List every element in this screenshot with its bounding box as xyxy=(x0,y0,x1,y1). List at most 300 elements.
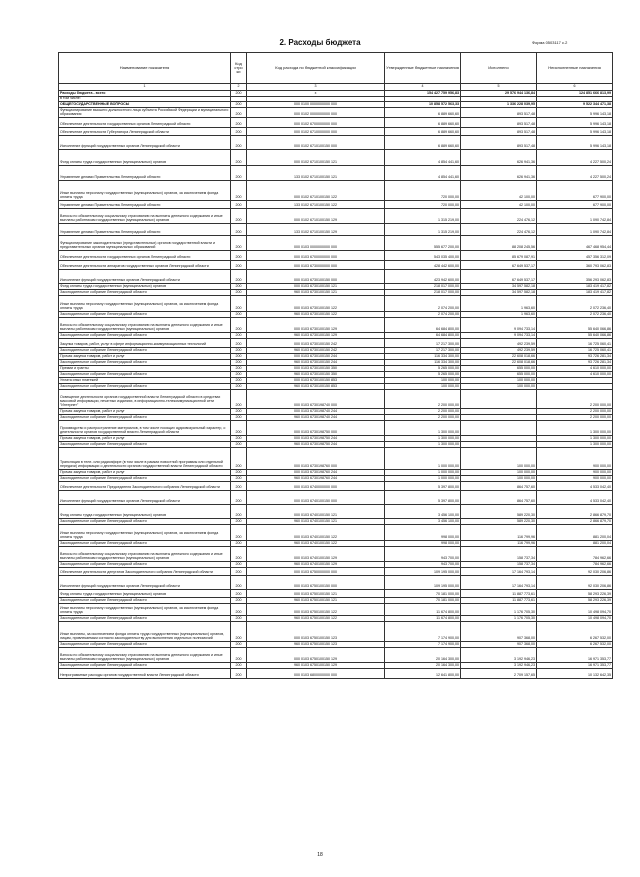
table-row xyxy=(59,476,613,482)
table-row xyxy=(59,290,613,296)
row-executed: 2 709 157,65 xyxy=(461,669,537,679)
header-line-code: Код стро ки xyxy=(231,53,247,84)
row-name: Исполнение функций государственных органов Ленинградской области xyxy=(59,491,231,505)
row-unexecuted: 467 468 954,44 xyxy=(537,236,613,251)
row-line-code: 200 xyxy=(231,366,247,372)
row-classification-code: 000 0103 6750100150 000 xyxy=(247,576,385,590)
row-approved: 5 265 000,00 xyxy=(385,372,461,378)
row-executed: 492 239,59 xyxy=(461,339,537,348)
header-approved: Утвержденные бюджетные назначения xyxy=(385,53,461,84)
row-name: Законодательное собрание Ленинградской области xyxy=(59,333,231,339)
row-classification-code: 960 0103 6730100150 244 xyxy=(247,360,385,366)
row-line-code: 200 xyxy=(231,491,247,505)
row-classification-code: 133 0102 6710100150 129 xyxy=(247,224,385,236)
row-classification-code: 960 0103 6730198750 244 xyxy=(247,442,385,448)
row-classification-code: 000 0103 6730100150 244 xyxy=(247,354,385,360)
row-line-code: 200 xyxy=(231,622,247,642)
row-classification-code: 000 0102 6710100150 000 xyxy=(247,136,385,150)
header-unexecuted: Неисполненные назначения xyxy=(537,53,613,84)
table-row xyxy=(59,136,613,150)
table-row xyxy=(59,236,613,251)
row-approved: 1 000 000,00 xyxy=(385,476,461,482)
row-name: Функционирование законодательных (представительных) органов государственной власти и представительных органов муниципальных образований xyxy=(59,236,231,251)
row-classification-code: 000 0103 6730198750 000 xyxy=(247,421,385,436)
row-executed xyxy=(461,390,537,409)
row-classification-code: 000 0103 6730198750 244 xyxy=(247,436,385,442)
row-classification-code: 000 0103 6730000000 000 xyxy=(247,261,385,270)
row-line-code: 200 xyxy=(231,201,247,209)
table-row xyxy=(59,576,613,590)
row-approved: 154 427 759 956,83 xyxy=(385,91,461,97)
row-unexecuted: 10 498 094,70 xyxy=(537,604,613,616)
row-classification-code: 000 0102 6700000000 000 xyxy=(247,118,385,128)
row-name: Управление делами Правительства Ленинградской области xyxy=(59,201,231,209)
row-name: Исполнение функций государственных органов Ленинградской области xyxy=(59,576,231,590)
table-row xyxy=(59,270,613,284)
row-executed: 224 476,12 xyxy=(461,224,537,236)
row-unexecuted: 16 725 060,41 xyxy=(537,339,613,348)
row-executed: 116 799,96 xyxy=(461,525,537,541)
row-classification-code: 960 0103 6730100150 122 xyxy=(247,312,385,318)
row-classification-code: 000 0103 6730198740 000 xyxy=(247,390,385,409)
row-unexecuted: 92 030 206,86 xyxy=(537,568,613,576)
row-unexecuted: 784 962,66 xyxy=(537,562,613,568)
row-name: Обеспечение деятельности Губернатора Ленинградской области xyxy=(59,128,231,136)
row-approved: 116 334 300,00 xyxy=(385,360,461,366)
row-approved: 943 700,00 xyxy=(385,547,461,562)
row-executed: 907 368,00 xyxy=(461,622,537,642)
row-approved: 2 200 000,00 xyxy=(385,390,461,409)
row-executed: 907 368,00 xyxy=(461,642,537,648)
row-approved: 7 174 900,00 xyxy=(385,642,461,648)
row-approved: 1 315 219,00 xyxy=(385,209,461,224)
row-approved: 4 854 441,60 xyxy=(385,150,461,166)
row-name: Взносы по обязательному социальному страхованию на выплаты денежного содержания и иные выплаты работникам государственных (муниципальных) органов xyxy=(59,547,231,562)
row-approved: 2 074 200,00 xyxy=(385,312,461,318)
row-approved: 100 000,00 xyxy=(385,378,461,384)
row-line-code: 200 xyxy=(231,568,247,576)
row-classification-code: 000 0102 6710000000 000 xyxy=(247,128,385,136)
row-unexecuted: 2 866 879,70 xyxy=(537,519,613,525)
row-approved: 109 195 000,00 xyxy=(385,568,461,576)
row-executed: 158 737,34 xyxy=(461,562,537,568)
row-line-code: 200 xyxy=(231,598,247,604)
row-classification-code: 133 0102 6710100150 121 xyxy=(247,166,385,181)
row-name: ОБЩЕГОСУДАРСТВЕННЫЕ ВОПРОСЫ xyxy=(59,102,231,108)
table-row xyxy=(59,505,613,519)
row-classification-code: 000 0103 6750100150 121 xyxy=(247,590,385,598)
row-unexecuted: 881 200,04 xyxy=(537,525,613,541)
row-name: Обеспечение деятельности аппаратов государственных органов Ленинградской области xyxy=(59,261,231,270)
table-row xyxy=(59,108,613,118)
row-name: Непрограммные расходы органов государственной власти Ленинградской области xyxy=(59,669,231,679)
table-row xyxy=(59,360,613,366)
row-approved: 6 889 660,60 xyxy=(385,118,461,128)
header-indicator-name: Наименование показателя xyxy=(59,53,231,84)
row-name: Премии и гранты xyxy=(59,366,231,372)
row-line-code: 200 xyxy=(231,261,247,270)
row-approved: 70 181 000,00 xyxy=(385,598,461,604)
row-classification-code: 000 0103 6730100150 121 xyxy=(247,284,385,290)
row-executed: 67 649 537,17 xyxy=(461,270,537,284)
row-line-code: 200 xyxy=(231,236,247,251)
row-line-code: 200 xyxy=(231,339,247,348)
row-approved: 998 000,00 xyxy=(385,541,461,547)
row-approved: 1 000 000,00 xyxy=(385,448,461,470)
row-executed: 893 517,48 xyxy=(461,118,537,128)
row-classification-code: 000 0103 6730198740 244 xyxy=(247,409,385,415)
row-classification-code: 000 0103 6730100150 000 xyxy=(247,270,385,284)
row-classification-code: 960 0103 6730100150 350 xyxy=(247,372,385,378)
row-line-code: 200 xyxy=(231,421,247,436)
row-approved: 543 035 400,00 xyxy=(385,251,461,261)
row-line-code: 200 xyxy=(231,590,247,598)
row-unexecuted: 9 522 344 471,38 xyxy=(537,102,613,108)
row-name: Законодательное собрание Ленинградской области xyxy=(59,348,231,354)
row-classification-code: 960 0103 6750100150 129 xyxy=(247,663,385,669)
table-row xyxy=(59,525,613,541)
table-row xyxy=(59,648,613,663)
row-name: в том числе: xyxy=(59,97,231,102)
row-classification-code: 000 0103 6740000000 000 xyxy=(247,482,385,491)
row-approved: 64 684 800,00 xyxy=(385,333,461,339)
table-row xyxy=(59,284,613,290)
row-classification-code: 000 0103 6750000000 000 xyxy=(247,568,385,576)
row-classification-code: 000 0103 6740100150 121 xyxy=(247,505,385,519)
row-executed: 864 757,60 xyxy=(461,482,537,491)
row-line-code: 200 xyxy=(231,290,247,296)
row-approved: 11 674 800,00 xyxy=(385,604,461,616)
row-executed: 34 597 582,18 xyxy=(461,284,537,290)
row-executed: 17 164 793,14 xyxy=(461,576,537,590)
row-classification-code: 000 0103 6740100150 129 xyxy=(247,547,385,562)
row-classification-code: 000 0103 6750100150 123 xyxy=(247,622,385,642)
row-approved: 1 315 219,00 xyxy=(385,224,461,236)
row-line-code: 200 xyxy=(231,448,247,470)
row-executed: 1 963,60 xyxy=(461,312,537,318)
row-name: Исполнение функций государственных органов Ленинградской области xyxy=(59,270,231,284)
row-name: Взносы по обязательному социальному страхованию на выплаты денежного содержания и иные выплаты работникам государственных (муниципальных) органов xyxy=(59,318,231,333)
row-line-code: 200 xyxy=(231,525,247,541)
row-executed: 11 887 773,61 xyxy=(461,590,537,598)
table-row xyxy=(59,663,613,669)
table-row xyxy=(59,296,613,312)
table-row xyxy=(59,598,613,604)
row-executed: 655 000,00 xyxy=(461,366,537,372)
row-approved: 10 858 572 563,33 xyxy=(385,102,461,108)
row-unexecuted: 4 227 500,24 xyxy=(537,166,613,181)
row-approved: 11 674 800,00 xyxy=(385,616,461,622)
row-line-code: 200 xyxy=(231,360,247,366)
row-name: Законодательное собрание Ленинградской области xyxy=(59,372,231,378)
row-executed: 22 608 018,66 xyxy=(461,354,537,360)
row-approved: 1 300 000,00 xyxy=(385,436,461,442)
row-name: Производство и распространение материалов, в том числе носящих аудиовизуальный характер, о деятельности органов государственной власти Ленинградской области xyxy=(59,421,231,436)
row-name: Уплата иных платежей xyxy=(59,378,231,384)
row-executed: 34 597 582,18 xyxy=(461,290,537,296)
row-executed xyxy=(461,421,537,436)
table-row xyxy=(59,118,613,128)
expenditure-table xyxy=(58,52,613,679)
row-approved: 943 700,00 xyxy=(385,562,461,568)
row-executed: 626 941,36 xyxy=(461,166,537,181)
row-approved: 2 200 000,00 xyxy=(385,409,461,415)
row-unexecuted: 2 200 000,00 xyxy=(537,415,613,421)
row-approved: 1 300 000,00 xyxy=(385,442,461,448)
row-name: Функционирование высшего должностного лица субъекта Российской Федерации и муниципального образования xyxy=(59,108,231,118)
row-executed: 655 000,00 xyxy=(461,372,537,378)
row-name: Законодательное собрание Ленинградской области xyxy=(59,384,231,390)
table-row xyxy=(59,616,613,622)
row-approved: 218 017 000,00 xyxy=(385,284,461,290)
row-approved: 720 000,00 xyxy=(385,181,461,201)
row-line-code: 200 xyxy=(231,470,247,476)
table-row xyxy=(59,181,613,201)
row-approved: 116 334 300,00 xyxy=(385,354,461,360)
row-unexecuted: 4 610 000,00 xyxy=(537,366,613,372)
row-classification-code: 000 0103 6730100150 350 xyxy=(247,366,385,372)
row-executed: 1 336 228 039,95 xyxy=(461,102,537,108)
row-executed: 85 679 087,91 xyxy=(461,251,537,261)
row-line-code: 200 xyxy=(231,604,247,616)
row-classification-code: 960 0103 6740100150 122 xyxy=(247,541,385,547)
row-classification-code: 000 0103 6730198760 000 xyxy=(247,448,385,470)
row-unexecuted: 784 962,66 xyxy=(537,547,613,562)
row-line-code: 200 xyxy=(231,209,247,224)
row-classification-code: 960 0103 6740100150 121 xyxy=(247,519,385,525)
row-name: Трансляция в теле- или радиоэфире (в том числе в рамках новостной программы или отдельной передачи) информации о деятельности органов государственной власти Ленинградской области xyxy=(59,448,231,470)
row-classification-code: 000 0102 6710100150 122 xyxy=(247,181,385,201)
row-unexecuted: 900 000,00 xyxy=(537,476,613,482)
row-executed: 100 000,00 xyxy=(461,470,537,476)
row-unexecuted: 4 610 000,00 xyxy=(537,372,613,378)
row-executed: 589 220,30 xyxy=(461,519,537,525)
table-row xyxy=(59,333,613,339)
table-row xyxy=(59,421,613,436)
row-approved: 6 889 660,60 xyxy=(385,128,461,136)
row-classification-code: 960 0103 6730100150 121 xyxy=(247,290,385,296)
row-line-code: 200 xyxy=(231,348,247,354)
row-classification-code: 960 0103 6730100150 853 xyxy=(247,384,385,390)
table-row xyxy=(59,201,613,209)
row-unexecuted: 1 300 000,00 xyxy=(537,442,613,448)
row-classification-code: 000 0103 6740100150 000 xyxy=(247,491,385,505)
table-row xyxy=(59,318,613,333)
table-row xyxy=(59,590,613,598)
row-unexecuted: 677 900,00 xyxy=(537,181,613,201)
row-executed: 116 799,96 xyxy=(461,541,537,547)
row-executed: 3 192 946,23 xyxy=(461,648,537,663)
row-unexecuted: 16 971 353,77 xyxy=(537,663,613,669)
row-unexecuted: 4 533 042,40 xyxy=(537,482,613,491)
table-row xyxy=(59,348,613,354)
row-line-code: 200 xyxy=(231,476,247,482)
row-name: Обеспечение деятельности Председателя Законодательного собрания Ленинградской области xyxy=(59,482,231,491)
row-classification-code: x xyxy=(247,91,385,97)
row-unexecuted: 16 725 060,41 xyxy=(537,348,613,354)
row-unexecuted: 457 356 312,09 xyxy=(537,251,613,261)
row-executed: 42 100,00 xyxy=(461,201,537,209)
row-line-code: 200 xyxy=(231,541,247,547)
row-name: Обеспечение деятельности государственных органов Ленинградской области xyxy=(59,118,231,128)
column-number: 3 xyxy=(247,84,385,91)
row-approved: 2 200 000,00 xyxy=(385,415,461,421)
row-line-code: 200 xyxy=(231,284,247,290)
row-classification-code: 960 0103 6730198760 244 xyxy=(247,476,385,482)
row-line-code: 200 xyxy=(231,576,247,590)
row-line-code: 200 xyxy=(231,442,247,448)
row-executed: 9 094 733,14 xyxy=(461,333,537,339)
row-classification-code: 133 0102 6710100150 122 xyxy=(247,201,385,209)
row-executed: 589 220,30 xyxy=(461,505,537,519)
row-name: Прочая закупка товаров, работ и услуг xyxy=(59,436,231,442)
row-line-code: 200 xyxy=(231,547,247,562)
table-row xyxy=(59,384,613,390)
row-unexecuted: 677 900,00 xyxy=(537,201,613,209)
row-classification-code: 000 0103 6800000000 000 xyxy=(247,669,385,679)
row-classification-code: 960 0103 6730100150 129 xyxy=(247,333,385,339)
row-unexecuted: 1 090 742,84 xyxy=(537,224,613,236)
row-name: Законодательное собрание Ленинградской области xyxy=(59,290,231,296)
row-name: Расходы бюджета - всего xyxy=(59,91,231,97)
section-title: 2. Расходы бюджета xyxy=(279,38,361,47)
row-name: Законодательное собрание Ленинградской области xyxy=(59,663,231,669)
row-approved: 64 684 800,00 xyxy=(385,318,461,333)
row-line-code: 200 xyxy=(231,642,247,648)
row-unexecuted: 5 996 143,18 xyxy=(537,136,613,150)
row-unexecuted: 2 200 000,00 xyxy=(537,390,613,409)
table-row xyxy=(59,339,613,348)
row-classification-code: 000 0102 6710100150 129 xyxy=(247,209,385,224)
row-line-code: 200 xyxy=(231,372,247,378)
row-name: Иные выплаты персоналу государственных (муниципальных) органов, за исключением фонда оплаты труда xyxy=(59,296,231,312)
row-approved: 3 456 100,00 xyxy=(385,505,461,519)
row-line-code: 200 xyxy=(231,390,247,409)
row-executed: 224 476,12 xyxy=(461,209,537,224)
row-executed: 626 941,36 xyxy=(461,150,537,166)
row-unexecuted: 2 072 236,40 xyxy=(537,312,613,318)
row-name: Законодательное собрание Ленинградской области xyxy=(59,442,231,448)
row-classification-code: 960 0103 6750100150 122 xyxy=(247,616,385,622)
row-unexecuted: 124 851 666 813,99 xyxy=(537,91,613,97)
row-name: Иные выплаты персоналу государственных (муниципальных) органов, за исключением фонда оплаты труда xyxy=(59,604,231,616)
table-row xyxy=(59,562,613,568)
row-executed: 22 608 018,66 xyxy=(461,360,537,366)
table-row xyxy=(59,261,613,270)
row-name: Законодательное собрание Ленинградской области xyxy=(59,562,231,568)
table-row xyxy=(59,224,613,236)
row-classification-code: 960 0103 6730198740 244 xyxy=(247,415,385,421)
row-name: Фонд оплаты труда государственных (муниципальных) органов xyxy=(59,505,231,519)
row-classification-code: 000 0103 6740100150 122 xyxy=(247,525,385,541)
row-name: Взносы по обязательному социальному страхованию на выплаты денежного содержания и иные выплаты работникам государственных (муниципальных) органов xyxy=(59,209,231,224)
row-name: Обеспечение деятельности государственных органов Ленинградской области xyxy=(59,251,231,261)
row-classification-code: 960 0103 6750100150 123 xyxy=(247,642,385,648)
row-approved: 20 164 300,00 xyxy=(385,648,461,663)
row-executed: 100 000,00 xyxy=(461,378,537,384)
row-line-code: 200 xyxy=(231,505,247,519)
row-classification-code: 000 0103 6750100150 129 xyxy=(247,648,385,663)
row-name: Освещение деятельности органов государственной власти Ленинградской области в средствах массовой информации, печатных изданиях, в информационно-телекоммуникационной сети "Интернет" xyxy=(59,390,231,409)
row-unexecuted: 2 200 000,00 xyxy=(537,409,613,415)
form-code: Форма 0503117 с.2 xyxy=(532,40,568,45)
row-executed: 158 737,34 xyxy=(461,547,537,562)
row-unexecuted: 2 072 236,40 xyxy=(537,296,613,312)
row-executed: 42 100,00 xyxy=(461,181,537,201)
header-executed: Исполнено xyxy=(461,53,537,84)
row-executed: 1 176 705,30 xyxy=(461,604,537,616)
row-unexecuted: 356 293 062,83 xyxy=(537,270,613,284)
page-number: 18 xyxy=(317,852,323,858)
row-executed: 29 576 944 136,84 xyxy=(461,91,537,97)
row-unexecuted: 4 227 500,24 xyxy=(537,150,613,166)
row-executed: 864 757,60 xyxy=(461,491,537,505)
row-name: Иные выплаты персоналу государственных (муниципальных) органов, за исключением фонда оплаты труда xyxy=(59,525,231,541)
row-approved: 20 164 300,00 xyxy=(385,663,461,669)
row-line-code: 200 xyxy=(231,251,247,261)
row-unexecuted: 55 640 066,86 xyxy=(537,333,613,339)
row-approved: 1 300 000,00 xyxy=(385,421,461,436)
row-line-code: 200 xyxy=(231,150,247,166)
row-classification-code: 000 0103 6750100150 122 xyxy=(247,604,385,616)
row-line-code: 200 xyxy=(231,318,247,333)
row-line-code: 200 xyxy=(231,312,247,318)
row-name: Законодательное собрание Ленинградской области xyxy=(59,415,231,421)
table-row xyxy=(59,251,613,261)
table-row xyxy=(59,491,613,505)
row-executed: 88 208 245,56 xyxy=(461,236,537,251)
row-approved: 428 442 600,00 xyxy=(385,261,461,270)
row-name: Фонд оплаты труда государственных (муниципальных) органов xyxy=(59,590,231,598)
row-approved: 4 854 441,60 xyxy=(385,166,461,181)
table-row xyxy=(59,482,613,491)
row-classification-code: 960 0103 6740100150 129 xyxy=(247,562,385,568)
table-row xyxy=(59,312,613,318)
row-line-code: 200 xyxy=(231,296,247,312)
row-line-code: 200 xyxy=(231,108,247,118)
row-line-code: 200 xyxy=(231,436,247,442)
row-approved: 7 174 900,00 xyxy=(385,622,461,642)
table-row xyxy=(59,150,613,166)
row-executed: 100 000,00 xyxy=(461,476,537,482)
row-executed: 11 887 773,61 xyxy=(461,598,537,604)
row-classification-code: 960 0103 6730100150 242 xyxy=(247,348,385,354)
table-row xyxy=(59,448,613,470)
row-classification-code: 000 0103 6730100150 853 xyxy=(247,378,385,384)
row-executed: 893 517,48 xyxy=(461,108,537,118)
row-unexecuted: 58 293 226,39 xyxy=(537,598,613,604)
row-unexecuted: 881 200,04 xyxy=(537,541,613,547)
row-executed: 100 000,00 xyxy=(461,384,537,390)
row-approved: 3 456 100,00 xyxy=(385,519,461,525)
row-unexecuted: 92 030 206,86 xyxy=(537,576,613,590)
row-line-code: 200 xyxy=(231,333,247,339)
row-line-code: 200 xyxy=(231,91,247,97)
row-unexecuted: 6 267 532,00 xyxy=(537,622,613,642)
row-line-code: 200 xyxy=(231,663,247,669)
row-line-code: 200 xyxy=(231,648,247,663)
row-executed: 67 649 537,17 xyxy=(461,261,537,270)
row-unexecuted: 360 793 062,83 xyxy=(537,261,613,270)
row-name: Законодательное собрание Ленинградской области xyxy=(59,360,231,366)
row-executed: 3 192 946,23 xyxy=(461,663,537,669)
row-name: Иные выплаты персоналу государственных (муниципальных) органов, за исключением фонда оплаты труда xyxy=(59,181,231,201)
row-executed: 17 164 793,14 xyxy=(461,568,537,576)
row-line-code: 200 xyxy=(231,415,247,421)
row-name: Закупка товаров, работ, услуг в сфере информационно-коммуникационных технологий xyxy=(59,339,231,348)
table-row xyxy=(59,519,613,525)
row-name: Исполнение функций государственных органов Ленинградской области xyxy=(59,136,231,150)
